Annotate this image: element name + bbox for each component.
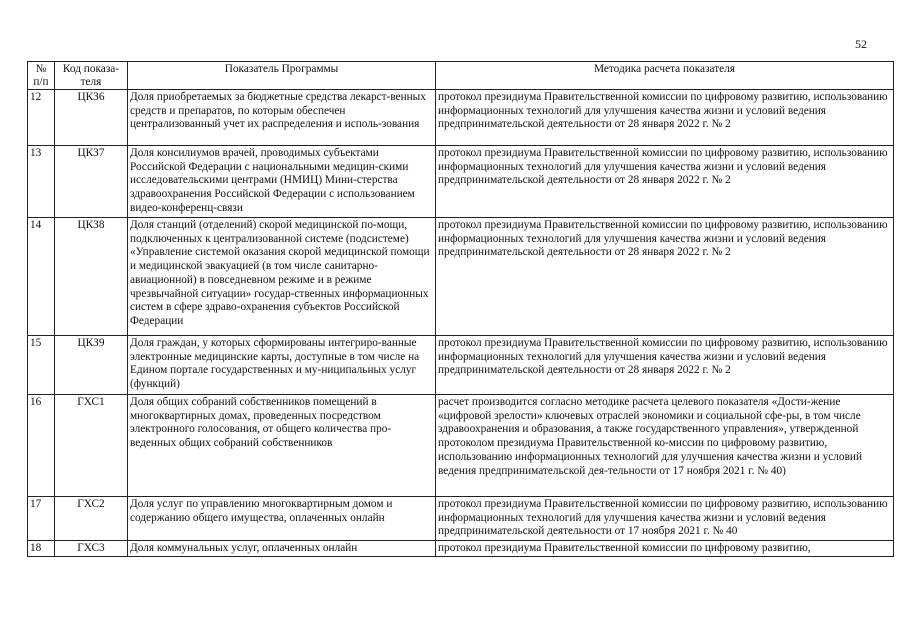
row-num: 14 [28,218,55,336]
row-num: 16 [28,395,55,497]
row-method: протокол президиума Правительственной комиссии по цифровому развитию, использованию информационных технологий для улучшения качества жизни и условий ведения предпринимательской деятельности от 28 января 2022 г. № 2 [436,146,894,218]
row-indicator: Доля услуг по управлению многоквартирным домом и содержанию общего имущества, оплаченных онлайн [128,497,436,541]
table-row [28,336,894,395]
row-code: ЦКЗ8 [55,218,128,336]
table-row [28,395,894,497]
header-num: № п/п [28,62,55,90]
row-num: 17 [28,497,55,541]
row-code: ЦКЗ9 [55,336,128,395]
row-indicator: Доля граждан, у которых сформированы интегриро-ванные электронные медицинские карты, доступные в том числе на Едином портале государственных и му-ниципальных услуг (функций) [128,336,436,395]
row-code: ГХС2 [55,497,128,541]
table-row [28,541,894,557]
row-method: расчет производится согласно методике расчета целевого показателя «Дости-жение «цифровой зрелости» ключевых отраслей экономики и социальной сфе-ры, в том числе здравоохранения и образования, а также государственного управления», утвержденной протоколом президиума Правительственной ко-миссии по цифровому развитию, использованию информационных технологий для улучшения качества жизни и условий ведения предпринимательской дея-тельности от 17 ноября 2021 г. № 40) [436,395,894,497]
row-indicator: Доля станций (отделений) скорой медицинской по-мощи, подключенных к централизованной системе (подсистеме) «Управление системой оказания скорой медицинской помощи и медицинской эвакуацией (в том числе санитарно-авиационной) в повседневном режиме и в режиме чрезвычайной ситуации» государ-ственных информационных систем в сфере здраво-охранения субъектов Российской Федерации [128,218,436,336]
row-code: ГХС1 [55,395,128,497]
row-code: ГХС3 [55,541,128,557]
row-method: протокол президиума Правительственной комиссии по цифровому развитию, [436,541,894,557]
table-row [28,146,894,218]
row-code: ЦКЗ6 [55,90,128,146]
table-row [28,90,894,146]
row-num: 15 [28,336,55,395]
row-indicator: Доля консилиумов врачей, проводимых субъектами Российской Федерации с национальными медицин-скими исследовательскими центрами (НМИЦ) Мини-стерства здравоохранения Российской Федерации с использованием видео-конференц-связи [128,146,436,218]
header-method: Методика расчета показателя [436,62,894,90]
row-method: протокол президиума Правительственной комиссии по цифровому развитию, использованию информационных технологий для улучшения качества жизни и условий ведения предпринимательской деятельности от 17 ноября 2021 г. № 40 [436,497,894,541]
page-number: 52 [855,37,867,51]
table-row [28,497,894,541]
row-code: ЦКЗ7 [55,146,128,218]
row-num: 13 [28,146,55,218]
row-indicator: Доля приобретаемых за бюджетные средства лекарст-венных средств и препаратов, по которым обеспечен централизованный учет их распределения и исполь-зования [128,90,436,146]
table-header-row [28,62,894,90]
indicators-table [27,61,894,557]
row-method: протокол президиума Правительственной комиссии по цифровому развитию, использованию информационных технологий для улучшения качества жизни и условий ведения предпринимательской деятельности от 28 января 2022 г. № 2 [436,218,894,336]
row-num: 18 [28,541,55,557]
row-num: 12 [28,90,55,146]
row-method: протокол президиума Правительственной комиссии по цифровому развитию, использованию информационных технологий для улучшения качества жизни и условий ведения предпринимательской деятельности от 28 января 2022 г. № 2 [436,90,894,146]
row-indicator: Доля коммунальных услуг, оплаченных онлайн [128,541,436,557]
row-indicator: Доля общих собраний собственников помещений в многоквартирных домах, проведенных посредством электронного голосования, от общего количества про-веденных общих собраний собственников [128,395,436,497]
header-code: Код показа-теля [55,62,128,90]
table-row [28,218,894,336]
row-method: протокол президиума Правительственной комиссии по цифровому развитию, использованию информационных технологий для улучшения качества жизни и условий ведения предпринимательской деятельности от 28 января 2022 г. № 2 [436,336,894,395]
header-indicator: Показатель Программы [128,62,436,90]
